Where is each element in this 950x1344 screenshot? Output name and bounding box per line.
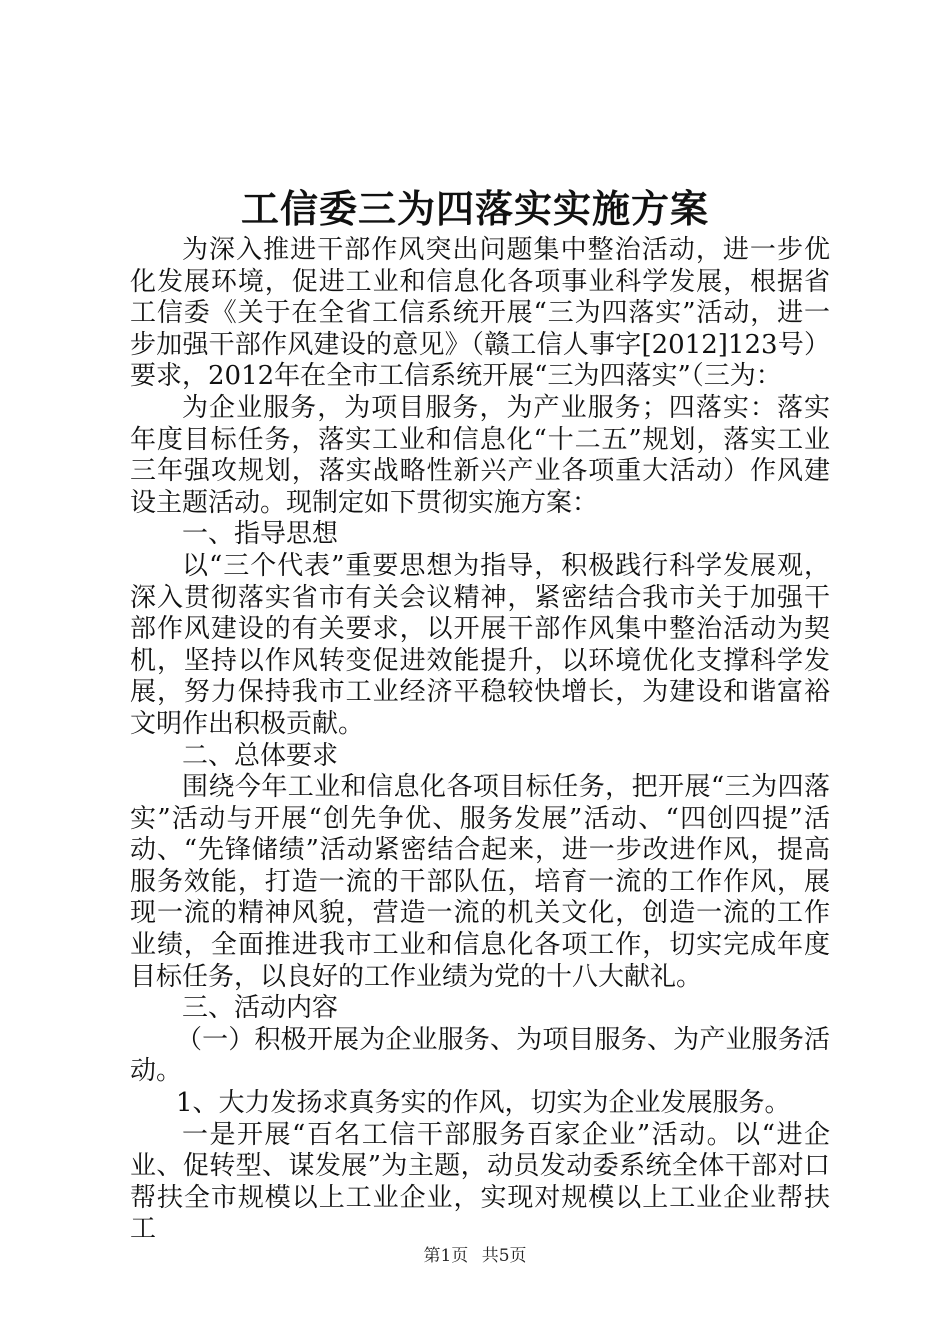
page-number: 第1页 [423, 1246, 469, 1266]
paragraph: 围绕今年工业和信息化各项目标任务，把开展“三为四落实”活动与开展“创先争优、服务发展”活动、“四创四提”活动、“先锋储绩”活动紧密结合起来，进一步改进作风，提高服务效能，打造一流的干部队伍，培育一流的工作作风，展现一流的精神风貌，营造一流的机关文化，创造一流的工作业绩，全面推进我市工业和信息化各项工作，切实完成年度目标任务，以良好的工作业绩为党的十八大献礼。 [130, 772, 830, 992]
document-body [130, 235, 830, 1246]
section-heading: 二、总体要求 [182, 740, 339, 771]
section-heading: 三、活动内容 [182, 993, 339, 1024]
paragraph: 为企业服务，为项目服务，为产业服务；四落实：落实年度目标任务，落实工业和信息化“十二五”规划，落实工业三年强攻规划，落实战略性新兴产业各项重大活动）作风建设主题活动。现制定如下贯彻实施方案： [130, 392, 830, 518]
section-heading: 一、指导思想 [182, 519, 339, 550]
paragraph: 一是开展“百名工信干部服务百家企业”活动。以“进企业、促转型、谋发展”为主题，动员发动委系统全体干部对口帮扶全市规模以上工业企业，实现对规模以上工业企业帮扶工 [130, 1119, 830, 1245]
paragraph: 以“三个代表”重要思想为指导，积极践行科学发展观，深入贯彻落实省市有关会议精神，紧密结合我市关于加强干部作风建设的有关要求，以开展干部作风集中整治活动为契机，坚持以作风转变促进效能提升，以环境优化支撑科学发展，努力保持我市工业经济平稳较快增长，为建设和谐富裕文明作出积极贡献。 [130, 550, 830, 739]
paragraph: 为深入推进干部作风突出问题集中整治活动，进一步优化发展环境，促进工业和信息化各项事业科学发展，根据省工信委《关于在全省工信系统开展“三为四落实”活动，进一步加强干部作风建设的意见》（赣工信人事字[2012]123号）要求，2012年在全市工信系统开展“三为四落实”（三为： [130, 235, 830, 392]
page-footer [0, 1245, 950, 1267]
page-total: 共5页 [481, 1246, 527, 1266]
numbered-item: 1、大力发扬求真务实的作风，切实为企业发展服务。 [176, 1088, 791, 1119]
subsection-heading: （一）积极开展为企业服务、为项目服务、为产业服务活动。 [130, 1024, 830, 1087]
document-title: 工信委三为四落实实施方案 [240, 186, 709, 231]
